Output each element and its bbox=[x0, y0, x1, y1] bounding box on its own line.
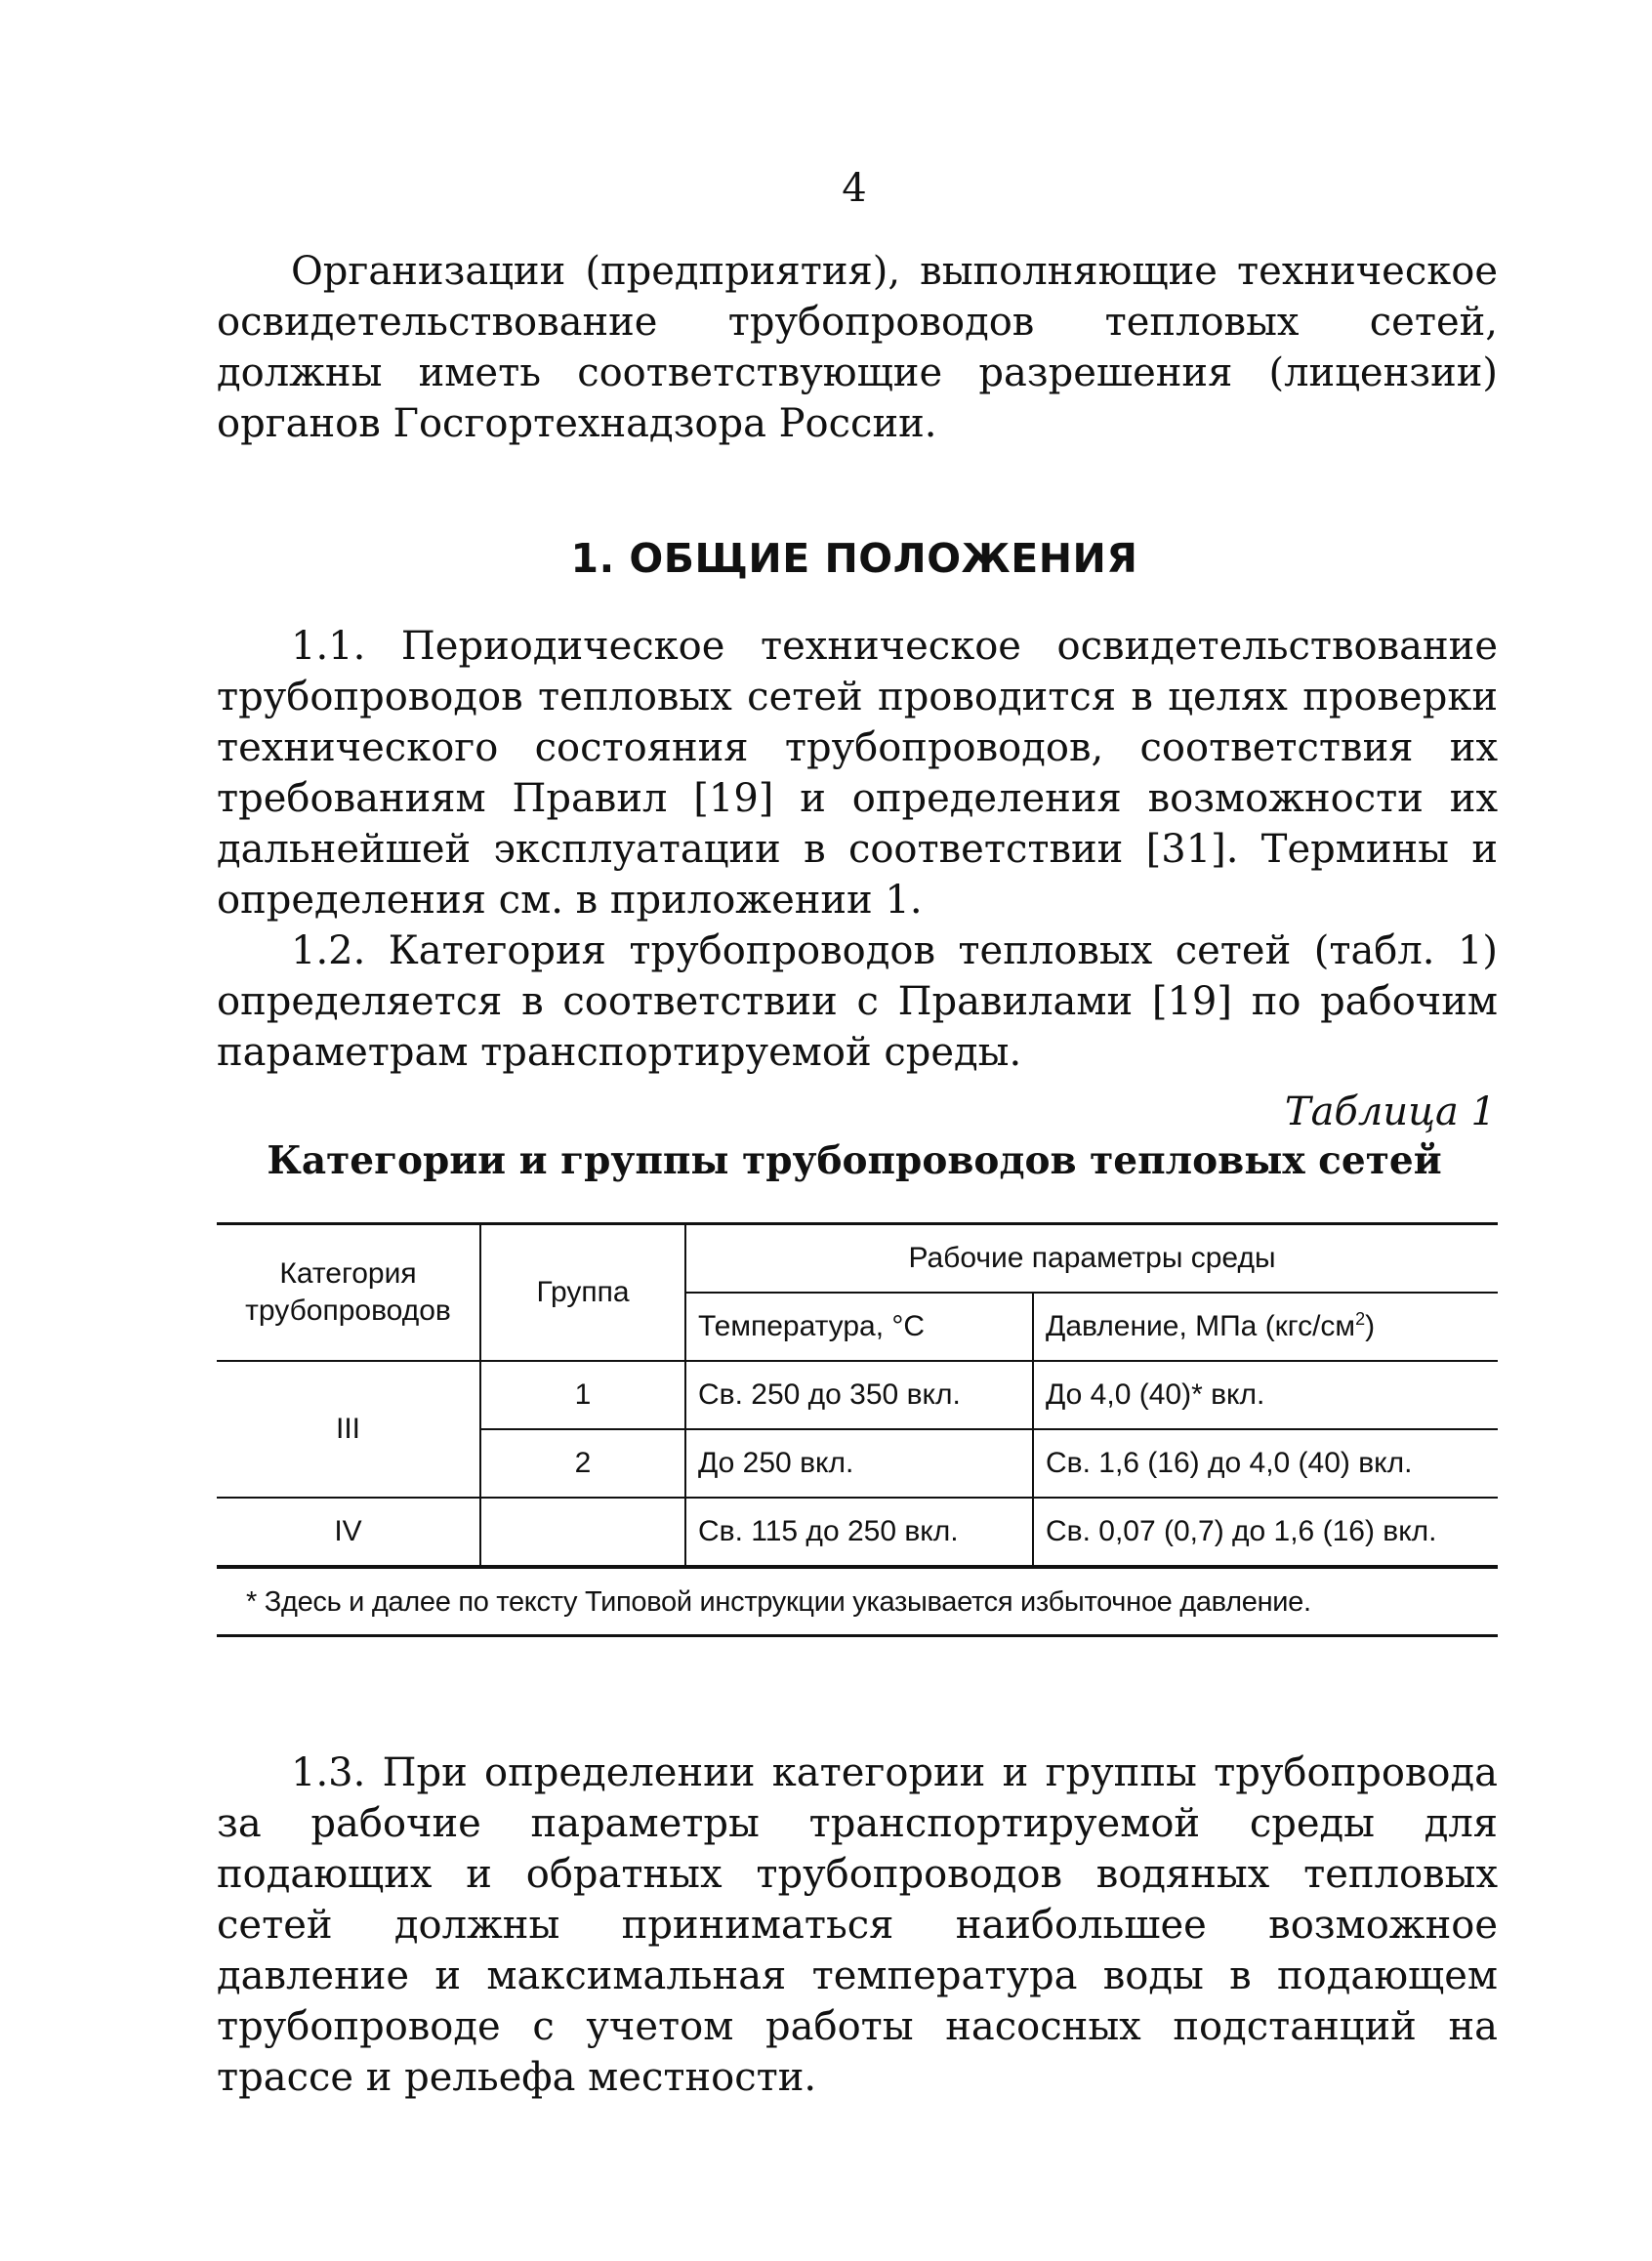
intro-paragraph bbox=[217, 246, 1498, 449]
cell-pressure: Св. 1,6 (16) до 4,0 (40) вкл. bbox=[1033, 1429, 1498, 1498]
table-row bbox=[217, 1361, 1498, 1429]
header-category bbox=[217, 1224, 480, 1361]
section-body bbox=[217, 621, 1498, 1078]
header-pressure-close: ) bbox=[1365, 1310, 1376, 1342]
table-label: Таблица 1 bbox=[1284, 1089, 1496, 1134]
cell-temperature: До 250 вкл. bbox=[685, 1429, 1033, 1498]
section-body-continued bbox=[217, 1747, 1498, 2103]
cell-category: IV bbox=[217, 1498, 480, 1566]
intro-text: Организации (предприятия), выполняющие техническое освидетельствование трубопроводов тепловых сетей, должны иметь соответствующие разрешения (лицензии) органов Госгортехнадзора России. bbox=[217, 249, 1498, 446]
paragraph-1-1: 1.1. Периодическое техническое освидетельствование трубопроводов тепловых сетей проводится в целях проверки технического состояния трубопроводов, соответствия их требованиям Правил [19] и определения возможности их дальнейшей эксплуатации в соответствии [31]. Термины и определения см. в приложении 1. bbox=[217, 624, 1498, 923]
categories-table bbox=[217, 1222, 1498, 1567]
cell-temperature: Св. 115 до 250 вкл. bbox=[685, 1498, 1033, 1566]
table-title: Категории и группы трубопроводов тепловых сетей bbox=[267, 1138, 1442, 1183]
header-category-line2: трубопроводов bbox=[245, 1294, 451, 1327]
cell-pressure: Св. 0,07 (0,7) до 1,6 (16) вкл. bbox=[1033, 1498, 1498, 1566]
header-pressure-text: Давление, МПа (кгс/см bbox=[1046, 1310, 1356, 1342]
table-header-row bbox=[217, 1224, 1498, 1293]
paragraph-1-3: 1.3. При определении категории и группы трубопровода за рабочие параметры транспортируемой среды для подающих и обратных трубопроводов водяных тепловых сетей должны приниматься наибольшее возможное давление и максимальная температура воды в подающем трубопроводе с учетом работы насосных подстанций на трассе и рельефа местности. bbox=[217, 1750, 1498, 2100]
header-group: Группа bbox=[480, 1224, 685, 1361]
cell-pressure: До 4,0 (40)* вкл. bbox=[1033, 1361, 1498, 1429]
header-category-line1: Категория bbox=[279, 1256, 417, 1290]
header-pressure bbox=[1033, 1293, 1498, 1361]
page-number: 4 bbox=[842, 166, 867, 211]
header-temperature: Температура, °С bbox=[685, 1293, 1033, 1361]
header-pressure-sup: 2 bbox=[1355, 1309, 1366, 1329]
cell-temperature: Св. 250 до 350 вкл. bbox=[685, 1361, 1033, 1429]
cell-group: 1 bbox=[480, 1361, 685, 1429]
paragraph-1-2: 1.2. Категория трубопроводов тепловых сетей (табл. 1) определяется в соответствии с Правилами [19] по рабочим параметрам транспортируемой среды. bbox=[217, 928, 1498, 1075]
categories-table-wrap bbox=[217, 1222, 1498, 1637]
section-heading: 1. ОБЩИЕ ПОЛОЖЕНИЯ bbox=[570, 535, 1138, 582]
table-row bbox=[217, 1498, 1498, 1566]
cell-group: 2 bbox=[480, 1429, 685, 1498]
cell-group bbox=[480, 1498, 685, 1566]
table-footnote: * Здесь и далее по тексту Типовой инструкции указывается избыточное давление. bbox=[217, 1567, 1498, 1637]
header-params: Рабочие параметры среды bbox=[685, 1224, 1498, 1293]
cell-category: III bbox=[217, 1361, 480, 1498]
